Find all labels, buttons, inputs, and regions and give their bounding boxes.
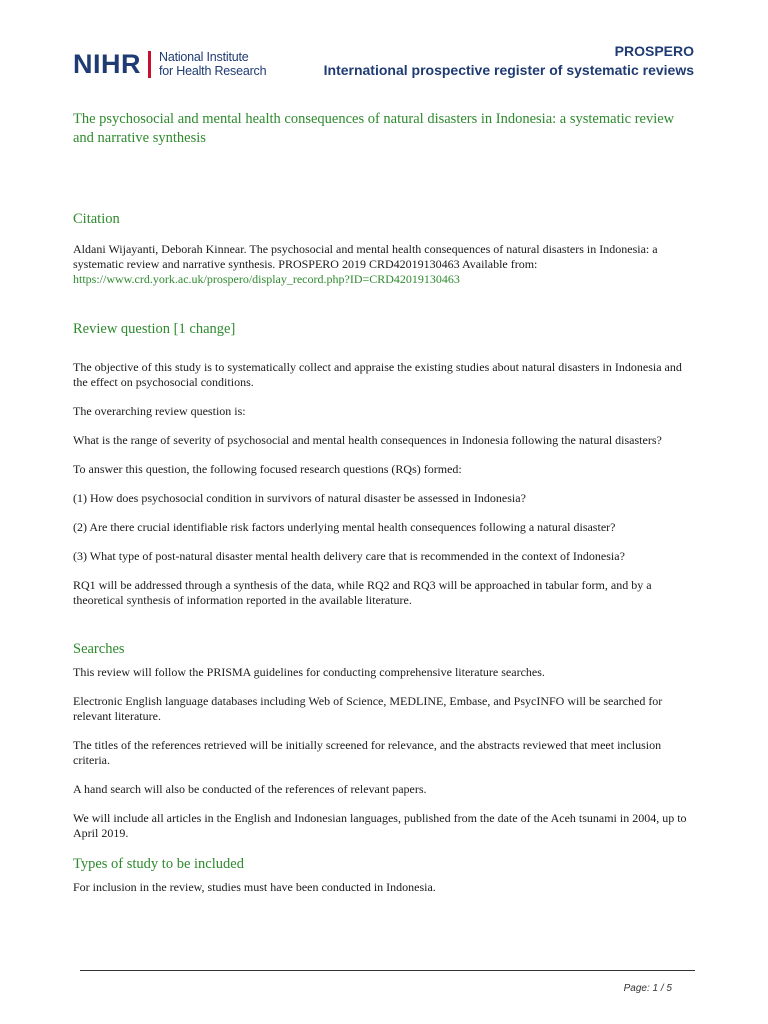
review-question-section [73,320,693,608]
searches-paragraph: We will include all articles in the English and Indonesian languages, published from the date of the Aceh tsunami in 2004, up to April 2019. [73,811,687,840]
searches-paragraph: This review will follow the PRISMA guidelines for conducting comprehensive literature searches. [73,665,545,679]
citation-heading: Citation [73,211,120,227]
review-question-heading: Review question [1 change] [73,321,236,337]
page-number: Page: 1 / 5 [623,983,672,994]
logo-divider [148,51,151,78]
rq-paragraph: What is the range of severity of psychosocial and mental health consequences in Indonesia following the natural disasters? [73,433,662,447]
logo-line-2: for Health Research [159,64,267,78]
types-of-study-section [73,855,693,895]
types-paragraph: For inclusion in the review, studies must have been conducted in Indonesia. [73,880,436,894]
footer-divider [80,970,695,971]
searches-paragraph: Electronic English language databases including Web of Science, MEDLINE, Embase, and PsycINFO will be searched for relevant literature. [73,694,663,723]
document-title: The psychosocial and mental health consequences of natural disasters in Indonesia: a systematic review and narrative synthesis [73,111,675,146]
rq-paragraph: The objective of this study is to systematically collect and appraise the existing studies about natural disasters in Indonesia and the effect on psychosocial conditions. [73,360,682,389]
rq-paragraph: (2) Are there crucial identifiable risk factors underlying mental health consequences following a natural disaster? [73,520,616,534]
citation-text [73,242,693,287]
logo-mark: NIHR [73,48,141,79]
rq-paragraph: (3) What type of post-natural disaster mental health delivery care that is recommended in the context of Indonesia? [73,549,625,563]
citation-section [73,210,693,287]
rq-paragraph: (1) How does psychosocial condition in survivors of natural disaster be assessed in Indonesia? [73,491,526,505]
rq-paragraph: The overarching review question is: [73,404,246,418]
citation-link[interactable]: https://www.crd.york.ac.uk/prospero/display_record.php?ID=CRD42019130463 [73,272,460,286]
searches-paragraph: A hand search will also be conducted of the references of relevant papers. [73,782,427,796]
logo-text [159,50,266,78]
logo-line-1: National Institute [159,50,249,64]
registry-header [324,42,694,80]
rq-paragraph: RQ1 will be addressed through a synthesis of the data, while RQ2 and RQ3 will be approached in tabular form, and by a theoretical synthesis of information reported in the available literature. [73,578,652,607]
rq-paragraph: To answer this question, the following focused research questions (RQs) formed: [73,462,462,476]
registry-name: PROSPERO [614,43,694,59]
nihr-logo [73,50,266,78]
citation-body: Aldani Wijayanti, Deborah Kinnear. The psychosocial and mental health consequences of natural disasters in Indonesia: a systematic review and narrative synthesis. PROSPERO 2019 CRD42019130463 Available from: [73,242,658,271]
registry-description: International prospective register of systematic reviews [323,62,694,78]
document-content [73,110,693,909]
searches-paragraph: The titles of the references retrieved will be initially screened for relevance, and the abstracts reviewed that meet inclusion criteria. [73,738,662,767]
types-of-study-heading: Types of study to be included [73,856,244,872]
searches-heading: Searches [73,641,125,657]
searches-section [73,640,693,841]
